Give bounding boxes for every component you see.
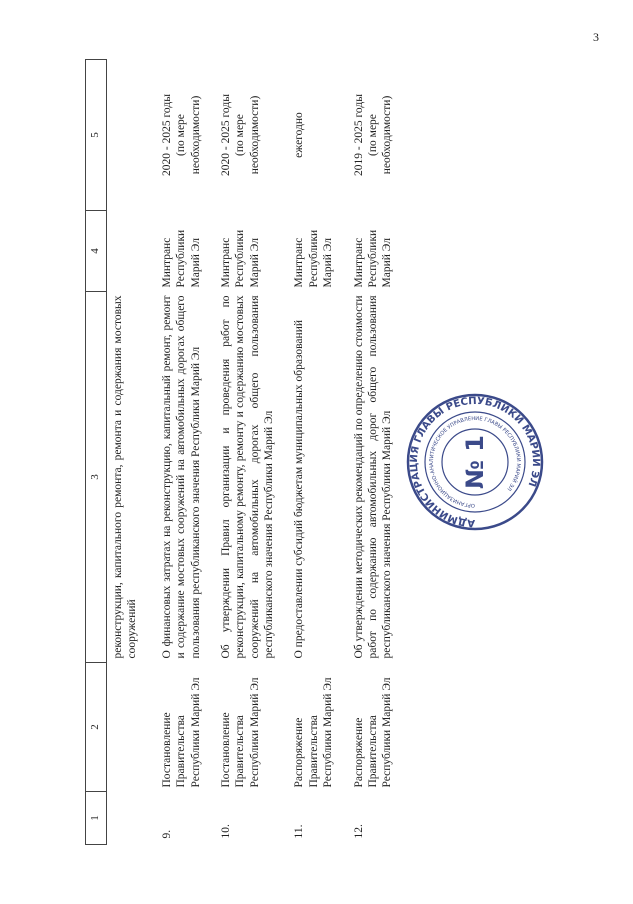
table-header-row	[86, 60, 107, 845]
cell-doc-type: Постановление Правительства Республики Марий Эл	[219, 677, 261, 788]
cell-executor: Минтранс Республики Марий Эл	[160, 229, 202, 288]
cell-executor: Минтранс Республики Марий Эл	[293, 229, 335, 288]
cell-term: 2020 - 2025 годы (по мере необходимости)	[219, 94, 261, 176]
official-seal	[405, 392, 545, 532]
cell-num: 12.	[352, 824, 365, 839]
table-row	[213, 60, 287, 845]
cell-term: ежегодно	[293, 112, 306, 158]
header-col-1: 1	[86, 792, 107, 845]
seal-inner-text: ОРГАНИЗАЦИОННО-АНАЛИТИЧЕСКОЕ УПРАВЛЕНИЕ ГЛАВЫ РЕСПУБЛИКИ МАРИЙ ЭЛ	[428, 415, 522, 509]
table-row	[154, 60, 213, 845]
cell-doc-type: Распоряжение Правительства Республики Марий Эл	[293, 677, 335, 788]
seal-outer-text: АДМИНИСТРАЦИЯ ГЛАВЫ РЕСПУБЛИКИ МАРИЙ ЭЛ	[408, 395, 542, 529]
cell-doc-type	[107, 663, 154, 792]
cell-num: 9.	[160, 829, 173, 839]
cell-executor: Минтранс Республики Марий Эл	[352, 229, 394, 288]
table-row	[286, 60, 345, 845]
seal-number: № 1	[461, 435, 489, 489]
cell-num	[107, 792, 154, 845]
cell-num: 11.	[293, 824, 306, 839]
cell-executor: Минтранс Республики Марий Эл	[219, 229, 261, 288]
cell-term	[107, 60, 154, 211]
rotated-table-container	[85, 65, 412, 845]
cell-title: Об утверждении Правил организации и проведения работ по реконструкции, капитальному ремонту, ремонту и содержанию мостовых сооружений на автомобильных дорогах общего пользования республиканского значения Республики Марий Эл	[219, 295, 275, 659]
cell-term: 2020 - 2025 годы (по мере необходимости)	[160, 94, 202, 176]
page-number: 3	[593, 30, 599, 44]
cell-title: Об утверждении методических рекомендаций по определению стоимости работ по содержанию автомобильных дорог общего пользования республиканского значения Республики Марий Эл	[352, 295, 394, 659]
cell-executor	[107, 211, 154, 292]
table-row-continuation	[107, 60, 154, 845]
header-col-5: 5	[86, 60, 107, 211]
header-col-4: 4	[86, 211, 107, 292]
header-col-3: 3	[86, 292, 107, 663]
cell-doc-type: Постановление Правительства Республики Марий Эл	[160, 677, 202, 788]
table-row	[346, 60, 405, 845]
cell-doc-type: Распоряжение Правительства Республики Марий Эл	[352, 677, 394, 788]
cell-title: реконструкции, капитального ремонта, ремонта и содержания мостовых сооружений	[112, 295, 139, 659]
cell-title: О финансовых затратах на реконструкцию, капитальный ремонт, ремонт и содержание мостовых сооружений на автомобильных дорогах общего пользования республиканского значения Республики Марий Эл	[160, 295, 202, 659]
cell-title: О предоставлении субсидий бюджетам муниципальных образований	[293, 319, 306, 659]
cell-num: 10.	[219, 824, 232, 839]
measures-table	[85, 59, 405, 845]
cell-term: 2019 - 2025 годы (по мере необходимости)	[352, 94, 394, 176]
header-col-2: 2	[86, 663, 107, 792]
